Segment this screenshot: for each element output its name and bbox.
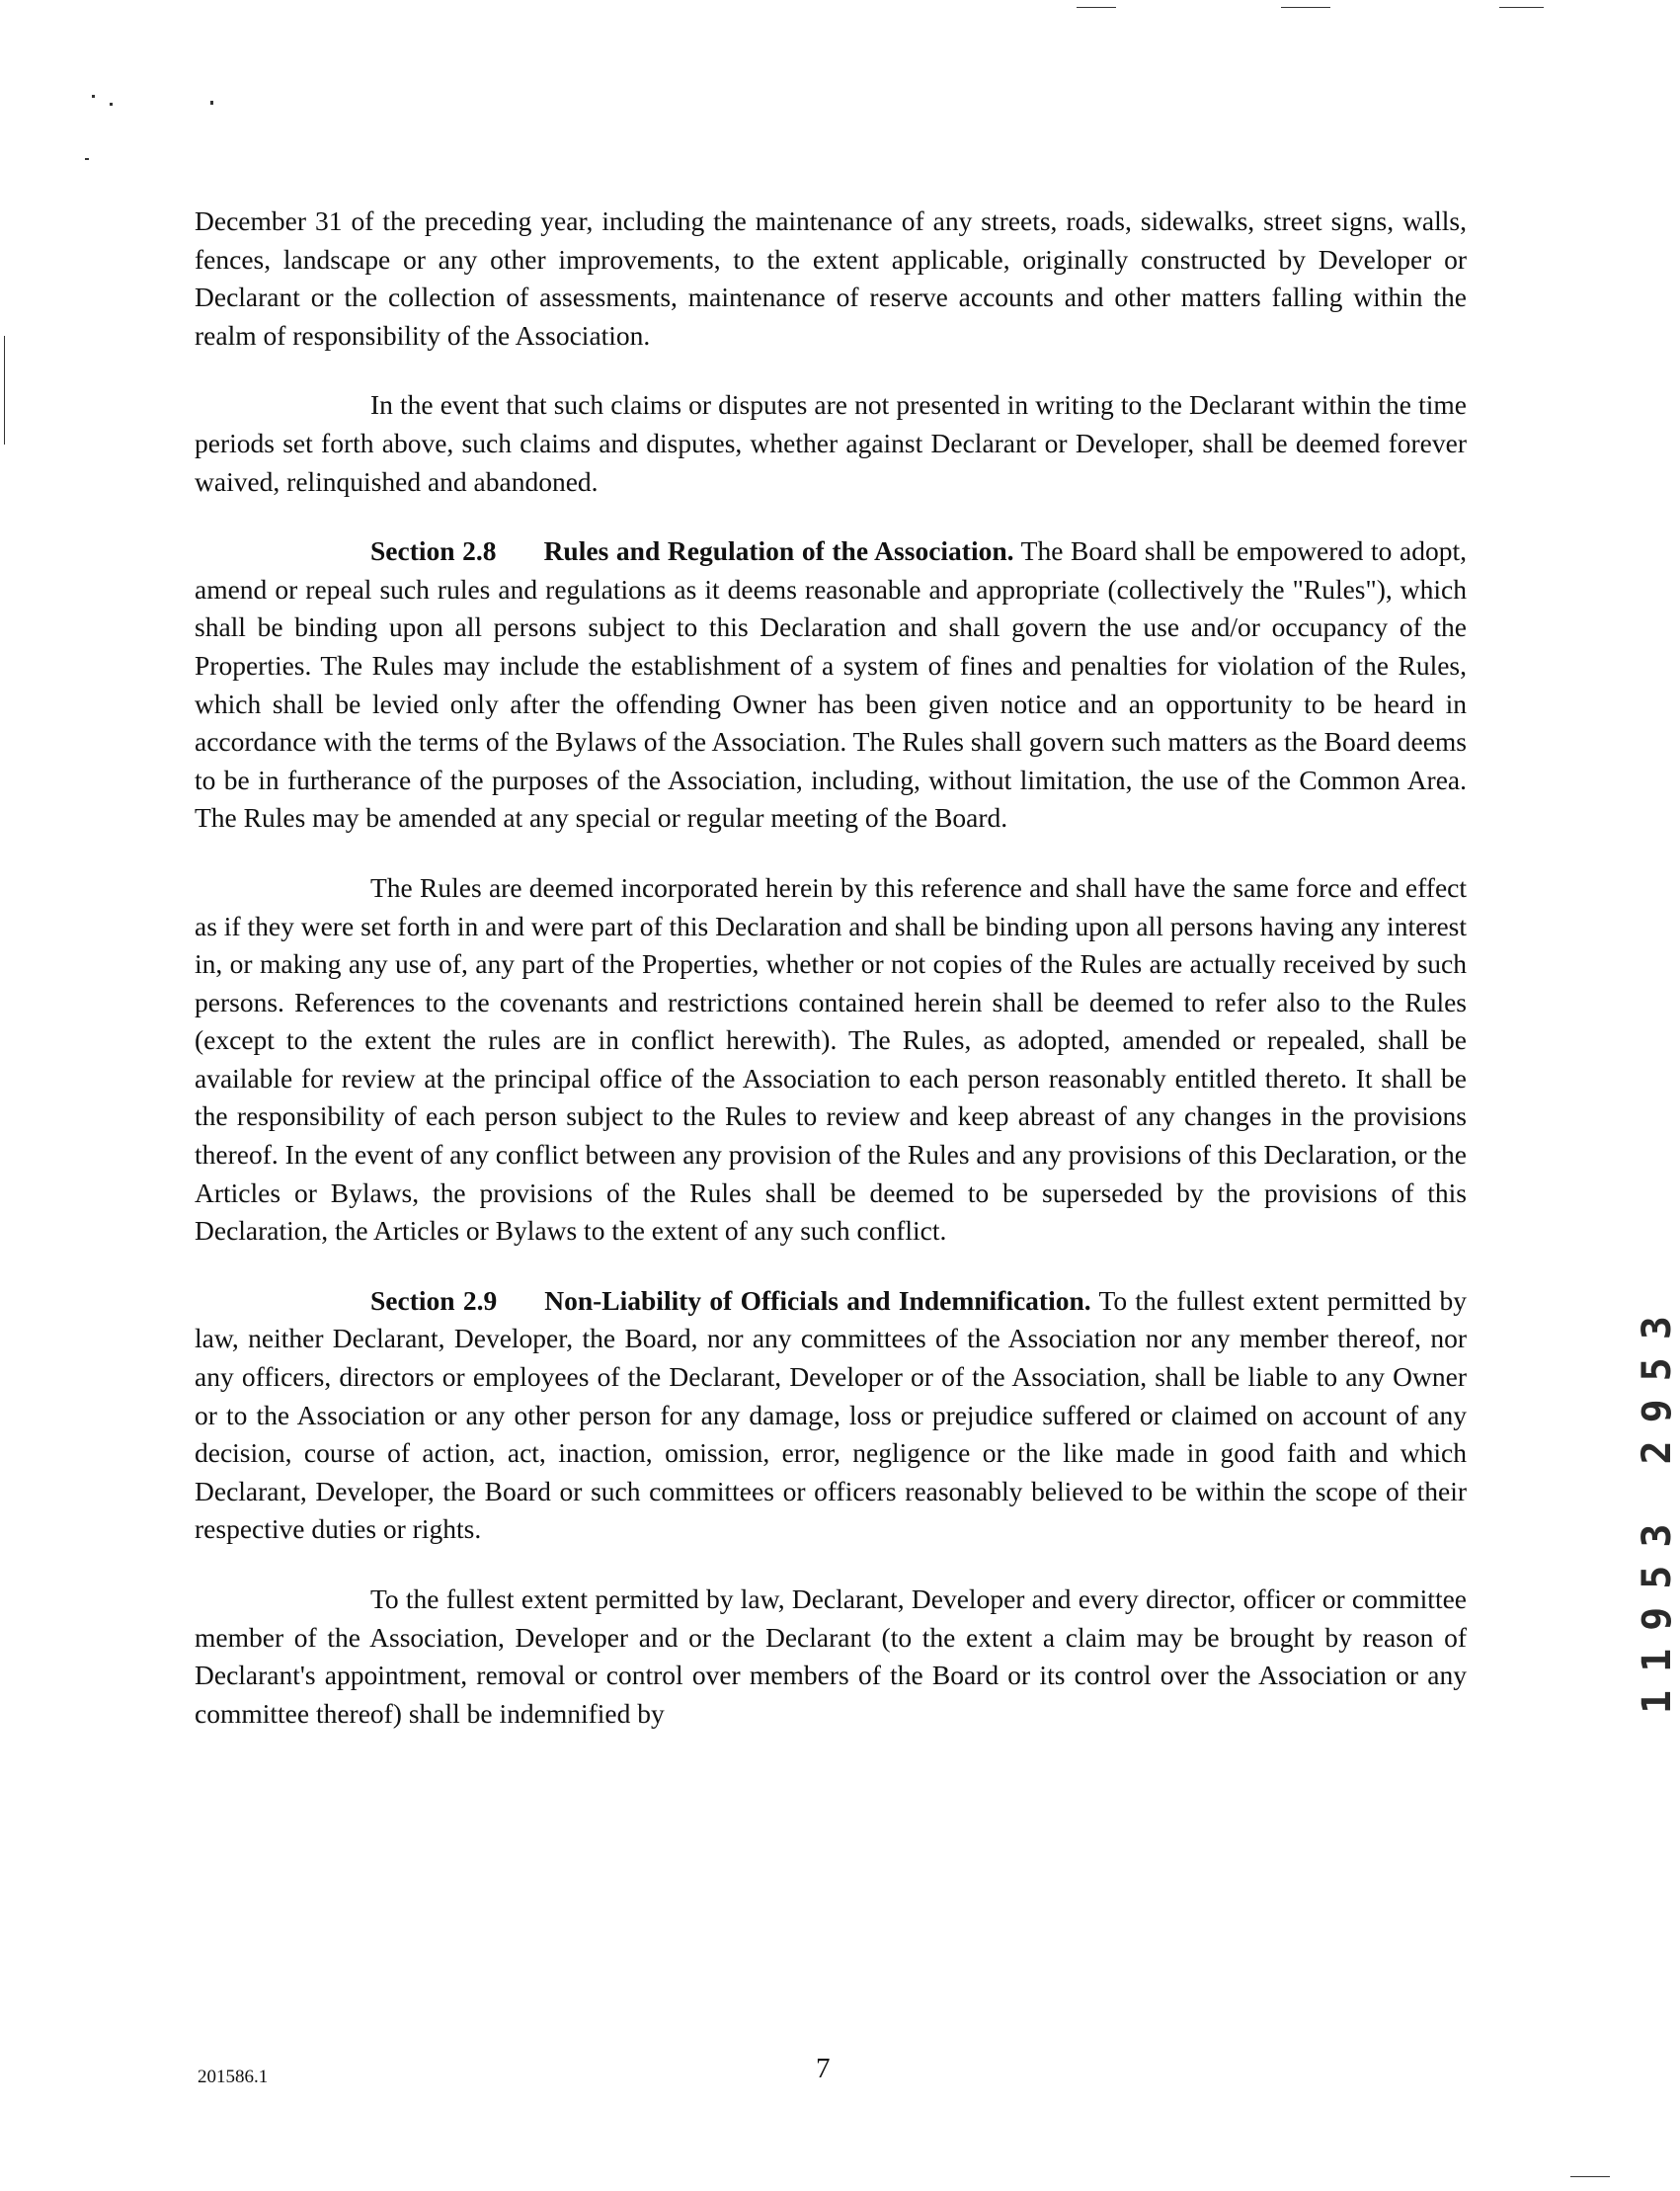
scan-mark-bottom	[1570, 2176, 1610, 2177]
section-2-9-non-liability	[195, 1282, 1467, 1549]
paragraph-text: To the fullest extent permitted by law, Declarant, Developer and every director, officer or committee member of the Association, Developer and or the Declarant (to the extent a claim may be brought by reason of Declarant's appointment, removal or control over members of the Board or its control over the Association or any committee thereof) shall be indemnified by	[195, 1583, 1467, 1729]
document-body	[195, 203, 1467, 1764]
scan-speck-2	[110, 103, 113, 106]
paragraph-maintenance-continuation	[195, 203, 1467, 355]
scan-mark-top-2	[1281, 7, 1330, 8]
recording-number-stamp: 11953 2953	[1635, 1298, 1680, 1714]
paragraph-text: The Board shall be empowered to adopt, amend or repeal such rules and regulations as it deems reasonable and appropriate (collectively the "Rules"), which shall be binding upon all persons subject to this Declaration and shall govern the use and/or occupancy of the Properties. The Rules may include the establishment of a system of fines and penalties for violation of the Rules, which shall be levied only after the offending Owner has been given notice and an opportunity to be heard in accordance with the terms of the Bylaws of the Association. The Rules shall govern such matters as the Board deems to be in furtherance of the purposes of the Association, including, without limitation, the use of the Common Area. The Rules may be amended at any special or regular meeting of the Board.	[195, 535, 1467, 834]
scan-mark-top-3	[1499, 7, 1544, 8]
scan-speck-3	[210, 101, 213, 105]
section-number: Section 2.9	[370, 1284, 498, 1316]
paragraph-indemnification	[195, 1581, 1467, 1733]
paragraph-text: In the event that such claims or disputes are not presented in writing to the Declarant within the time periods set forth above, such claims and disputes, whether against Declarant or Developer, shall be deemed forever waived, relinquished and abandoned.	[195, 389, 1467, 497]
section-title: Non-Liability of Officials and Indemnification.	[544, 1284, 1091, 1316]
scan-edge-line	[4, 336, 5, 445]
paragraph-claims-waiver	[195, 386, 1467, 501]
paragraph-text: December 31 of the preceding year, including the maintenance of any streets, roads, sidewalks, street signs, walls, fences, landscape or any other improvements, to the extent applicable, originally constructed by Developer or Declarant or the collection of assessments, maintenance of reserve accounts and other matters falling within the realm of responsibility of the Association.	[195, 205, 1467, 351]
scan-mark-top-1	[1077, 7, 1116, 8]
page-number: 7	[816, 2053, 831, 2084]
section-2-8-rules-and-regulation	[195, 532, 1467, 838]
section-title: Rules and Regulation of the Association.	[543, 535, 1014, 567]
document-id: 201586.1	[198, 2067, 269, 2087]
paragraph-text: To the fullest extent permitted by law, neither Declarant, Developer, the Board, nor any committees of the Association nor any member thereof, nor any officers, directors or employees of the Declarant, Developer or of the Association, shall be liable to any Owner or to the Association or any other person for any damage, loss or prejudice suffered or claimed on account of any decision, course of action, act, inaction, omission, error, negligence or the like made in good faith and which Declarant, Developer, the Board or such committees or officers reasonably believed to be within the scope of their respective duties or rights.	[195, 1284, 1467, 1545]
scan-speck-4	[85, 158, 89, 160]
paragraph-text: The Rules are deemed incorporated herein by this reference and shall have the same force and effect as if they were set forth in and were part of this Declaration and shall be binding upon all persons having any interest in, or making any use of, any part of the Properties, whether or not copies of the Rules are actually received by such persons. References to the covenants and restrictions contained herein shall be deemed to refer also to the Rules (except to the extent the rules are in conflict herewith). The Rules, as adopted, amended or repealed, shall be available for review at the principal office of the Association to each person reasonably entitled thereto. It shall be the responsibility of each person subject to the Rules to review and keep abreast of any changes in the provisions thereof. In the event of any conflict between any provision of the Rules and any provisions of this Declaration, or the Articles or Bylaws, the provisions of the Rules shall be deemed to be superseded by the provisions of this Declaration, the Articles or Bylaws to the extent of any such conflict.	[195, 871, 1467, 1247]
scan-speck-1	[92, 95, 95, 98]
section-number: Section 2.8	[370, 535, 497, 567]
paragraph-rules-incorporated	[195, 869, 1467, 1251]
